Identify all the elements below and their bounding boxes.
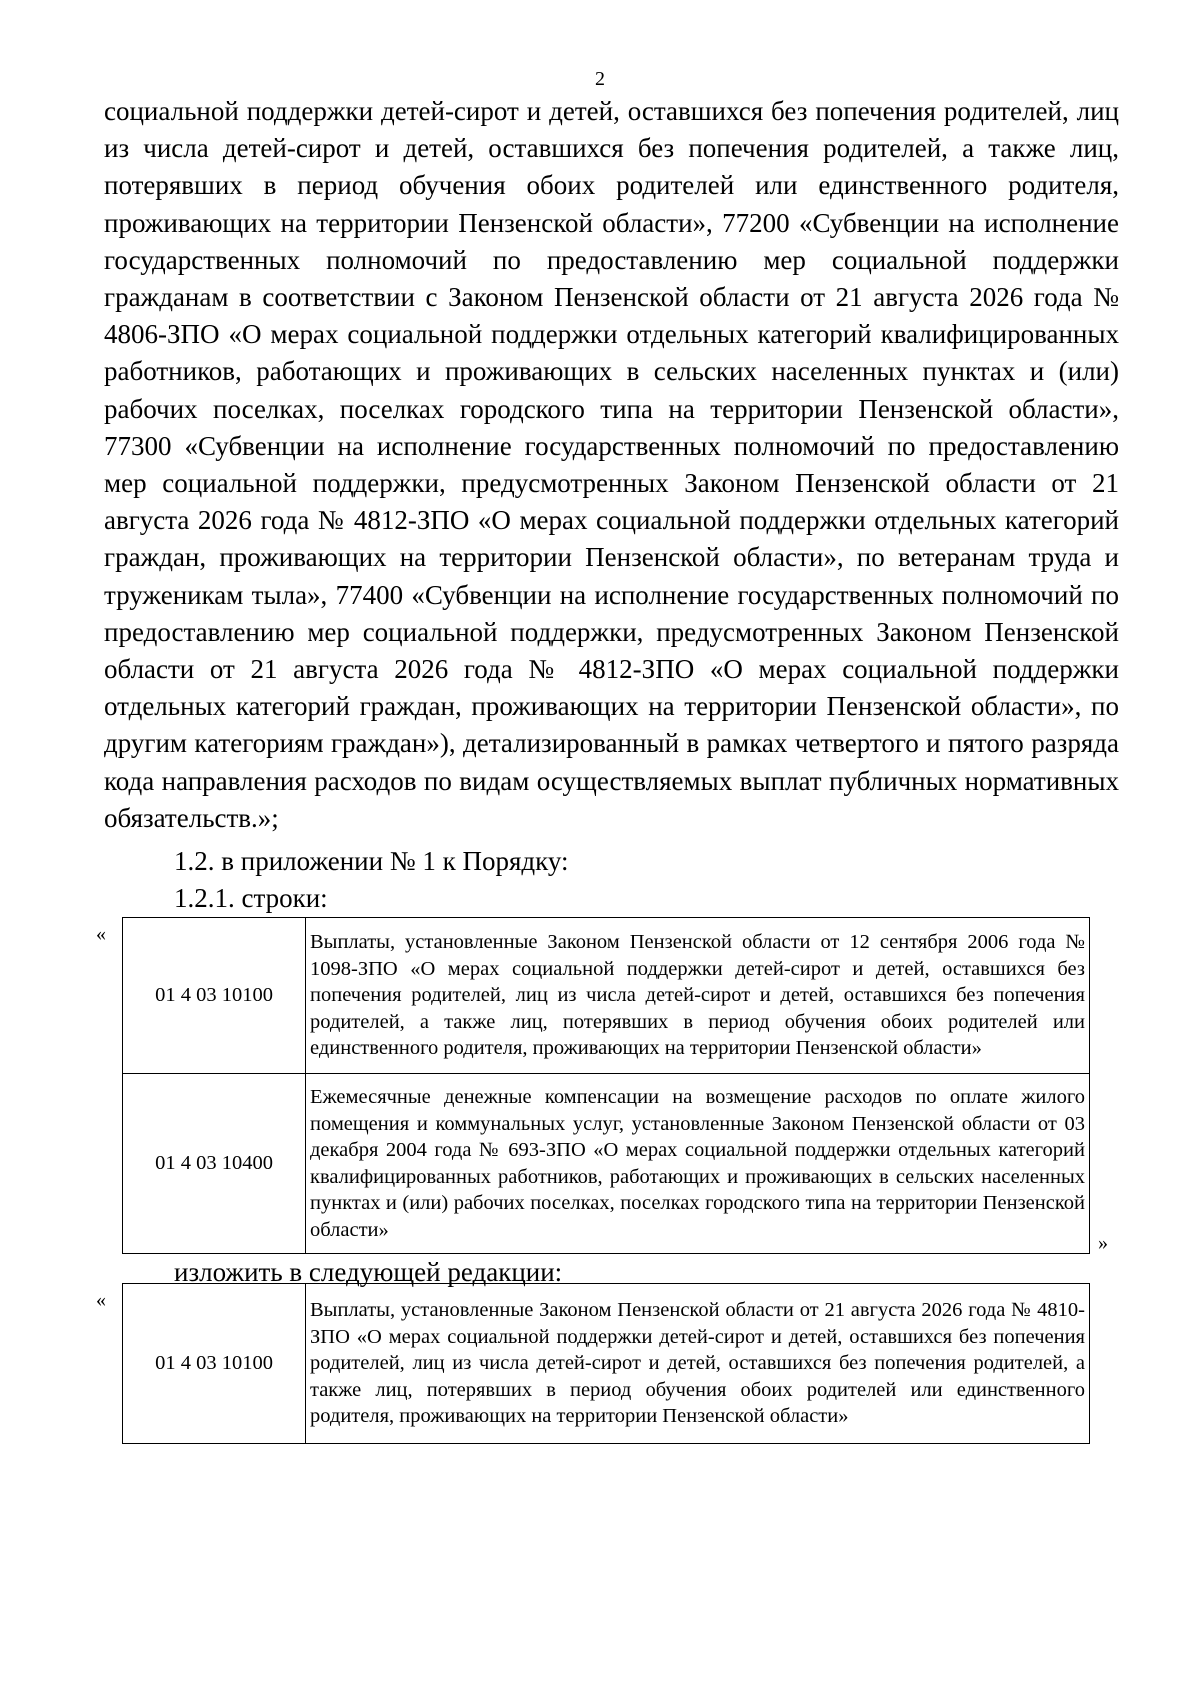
row-code: 01 4 03 10100 — [123, 1284, 306, 1444]
table-row — [123, 918, 1090, 1074]
close-quote-old: » — [1098, 1232, 1108, 1254]
row-code: 01 4 03 10100 — [123, 918, 306, 1074]
row-description: Ежемесячные денежные компенсации на возмещение расходов по оплате жилого помещения и коммунальных услуг, установленные Законом Пензенской области от 03 декабря 2004 года № 693-ЗПО «О мерах социальной поддержки отдельных категорий квалифицированных работников, работающих и проживающих в сельских населенных пунктах и (или) рабочих поселках, поселках городского типа на территории Пензенской области» — [306, 1074, 1090, 1254]
old-rows-table — [122, 917, 1090, 1254]
item-1-2-1: 1.2.1. строки: — [174, 883, 328, 913]
item-1-2: 1.2. в приложении № 1 к Порядку: — [174, 846, 569, 876]
row-code: 01 4 03 10400 — [123, 1074, 306, 1254]
open-quote-old: « — [96, 923, 106, 945]
paragraph-text: социальной поддержки детей-сирот и детей, оставшихся без попечения родителей, лиц из числа детей-сирот и детей, оставшихся без попечения родителей, а также лиц, потерявших в период обучения обоих родителей или единственного родителя, проживающих на территории Пензенской области», 77200 «Субвенции на исполнение государственных полномочий по предоставлению мер социальной поддержки гражданам в соответствии с Законом Пензенской области от 21 августа 2026 года № 4806-ЗПО «О мерах социальной поддержки отдельных категорий квалифицированных работников, работающих и проживающих в сельских населенных пунктах и (или) рабочих поселках, поселках городского типа на территории Пензенской области», 77300 «Субвенции на исполнение государственных полномочий по предоставлению мер социальной поддержки, предусмотренных Законом Пензенской области от 21 августа 2026 года № 4812-ЗПО «О мерах социальной поддержки отдельных категорий граждан, проживающих на территории Пензенской области», по ветеранам труда и труженикам тыла», 77400 «Субвенции на исполнение государственных полномочий по предоставлению мер социальной поддержки, предусмотренных Законом Пензенской области от 21 августа 2026 года № 4812-ЗПО «О мерах социальной поддержки отдельных категорий граждан, проживающих на территории Пензенской области», по другим категориям граждан»), детализированный в рамках четвертого и пятого разряда кода направления расходов по видам осуществляемых выплат публичных нормативных обязательств.»; — [104, 96, 1119, 833]
new-rows-table — [122, 1283, 1090, 1444]
main-paragraph — [104, 93, 1119, 837]
page-number: 2 — [595, 68, 605, 90]
table-row — [123, 1284, 1090, 1444]
replace-phrase: изложить в следующей редакции: — [174, 1257, 563, 1287]
open-quote-new: « — [96, 1289, 106, 1311]
row-description: Выплаты, установленные Законом Пензенской области от 21 августа 2026 года № 4810-ЗПО «О мерах социальной поддержки детей-сирот и детей, оставшихся без попечения родителей, лиц из числа детей-сирот и детей, оставшихся без попечения родителей, а также лиц, потерявших в период обучения обоих родителей или единственного родителя, проживающих на территории Пензенской области» — [306, 1284, 1090, 1444]
table-row — [123, 1074, 1090, 1254]
row-description: Выплаты, установленные Законом Пензенской области от 12 сентября 2006 года № 1098-ЗПО «О мерах социальной поддержки детей-сирот и детей, оставшихся без попечения родителей, лиц из числа детей-сирот и детей, оставшихся без попечения родителей, а также лиц, потерявших в период обучения обоих родителей или единственного родителя, проживающих на территории Пензенской области» — [306, 918, 1090, 1074]
